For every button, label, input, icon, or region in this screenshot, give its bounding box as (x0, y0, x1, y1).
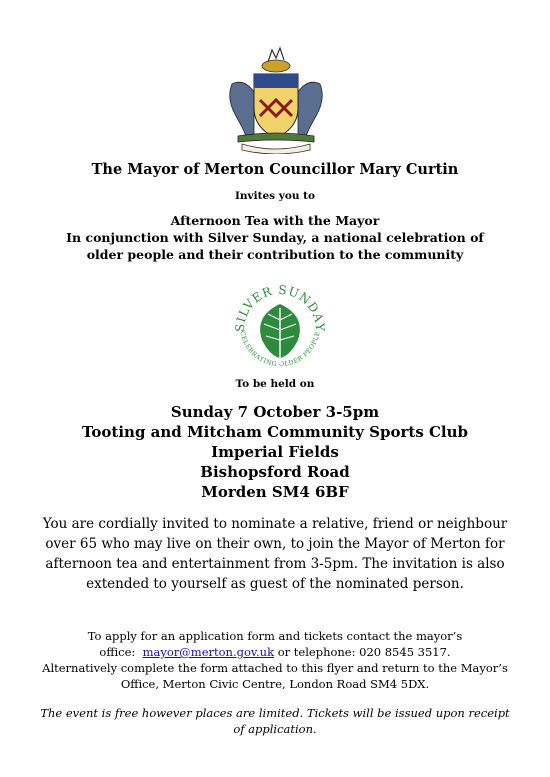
office-label: office: (99, 645, 136, 659)
merton-coat-of-arms-icon (224, 44, 328, 154)
apply-paragraph (40, 628, 510, 692)
invitation-paragraph: You are cordially invited to nominate a relative, friend or neighbour over 65 who may live on their own, to join the Mayor of Merton for afternoon tea and entertainment from 3-5pm. The invitation is also extended to yourself as guest of the nominated person. (42, 516, 508, 592)
venue-postcode: Morden SM4 6BF (201, 483, 349, 501)
leaf-icon (260, 304, 300, 364)
logo-bottom-text: CELEBRATING OLDER PEOPLE (238, 330, 322, 369)
phone-text: or telephone: 020 8545 3517. (274, 645, 451, 659)
venue-line-3: Bishopsford Road (200, 463, 350, 481)
held-on-label: To be held on (235, 378, 315, 390)
intro-line-2: In conjunction with Silver Sunday, a national celebration of (66, 230, 484, 245)
apply-line-1: To apply for an application form and tickets contact the mayor’s (87, 629, 463, 643)
venue-block (0, 402, 550, 502)
apply-line-2 (40, 644, 510, 660)
venue-line-2: Imperial Fields (211, 443, 339, 461)
logo-top-text: SILVER SUNDAY (232, 282, 328, 333)
event-date: Sunday 7 October 3-5pm (170, 403, 380, 421)
apply-rest: Alternatively complete the form attached to this flyer and return to the Mayor’s Office, Merton Civic Centre, London Road SM4 5DX. (42, 661, 508, 691)
email-link[interactable]: mayor@merton.gov.uk (142, 645, 275, 659)
intro-block (0, 212, 550, 263)
event-title: Afternoon Tea with the Mayor (170, 213, 380, 228)
footer-note: The event is free however places are limited. Tickets will be issued upon receipt of application. (40, 706, 510, 736)
intro-line-3: older people and their contribution to the community (86, 247, 464, 262)
page-title: The Mayor of Merton Councillor Mary Curtin (91, 161, 459, 178)
silver-sunday-logo (230, 278, 330, 378)
venue-name: Tooting and Mitcham Community Sports Club (81, 423, 469, 441)
invites-line: Invites you to (235, 190, 315, 202)
